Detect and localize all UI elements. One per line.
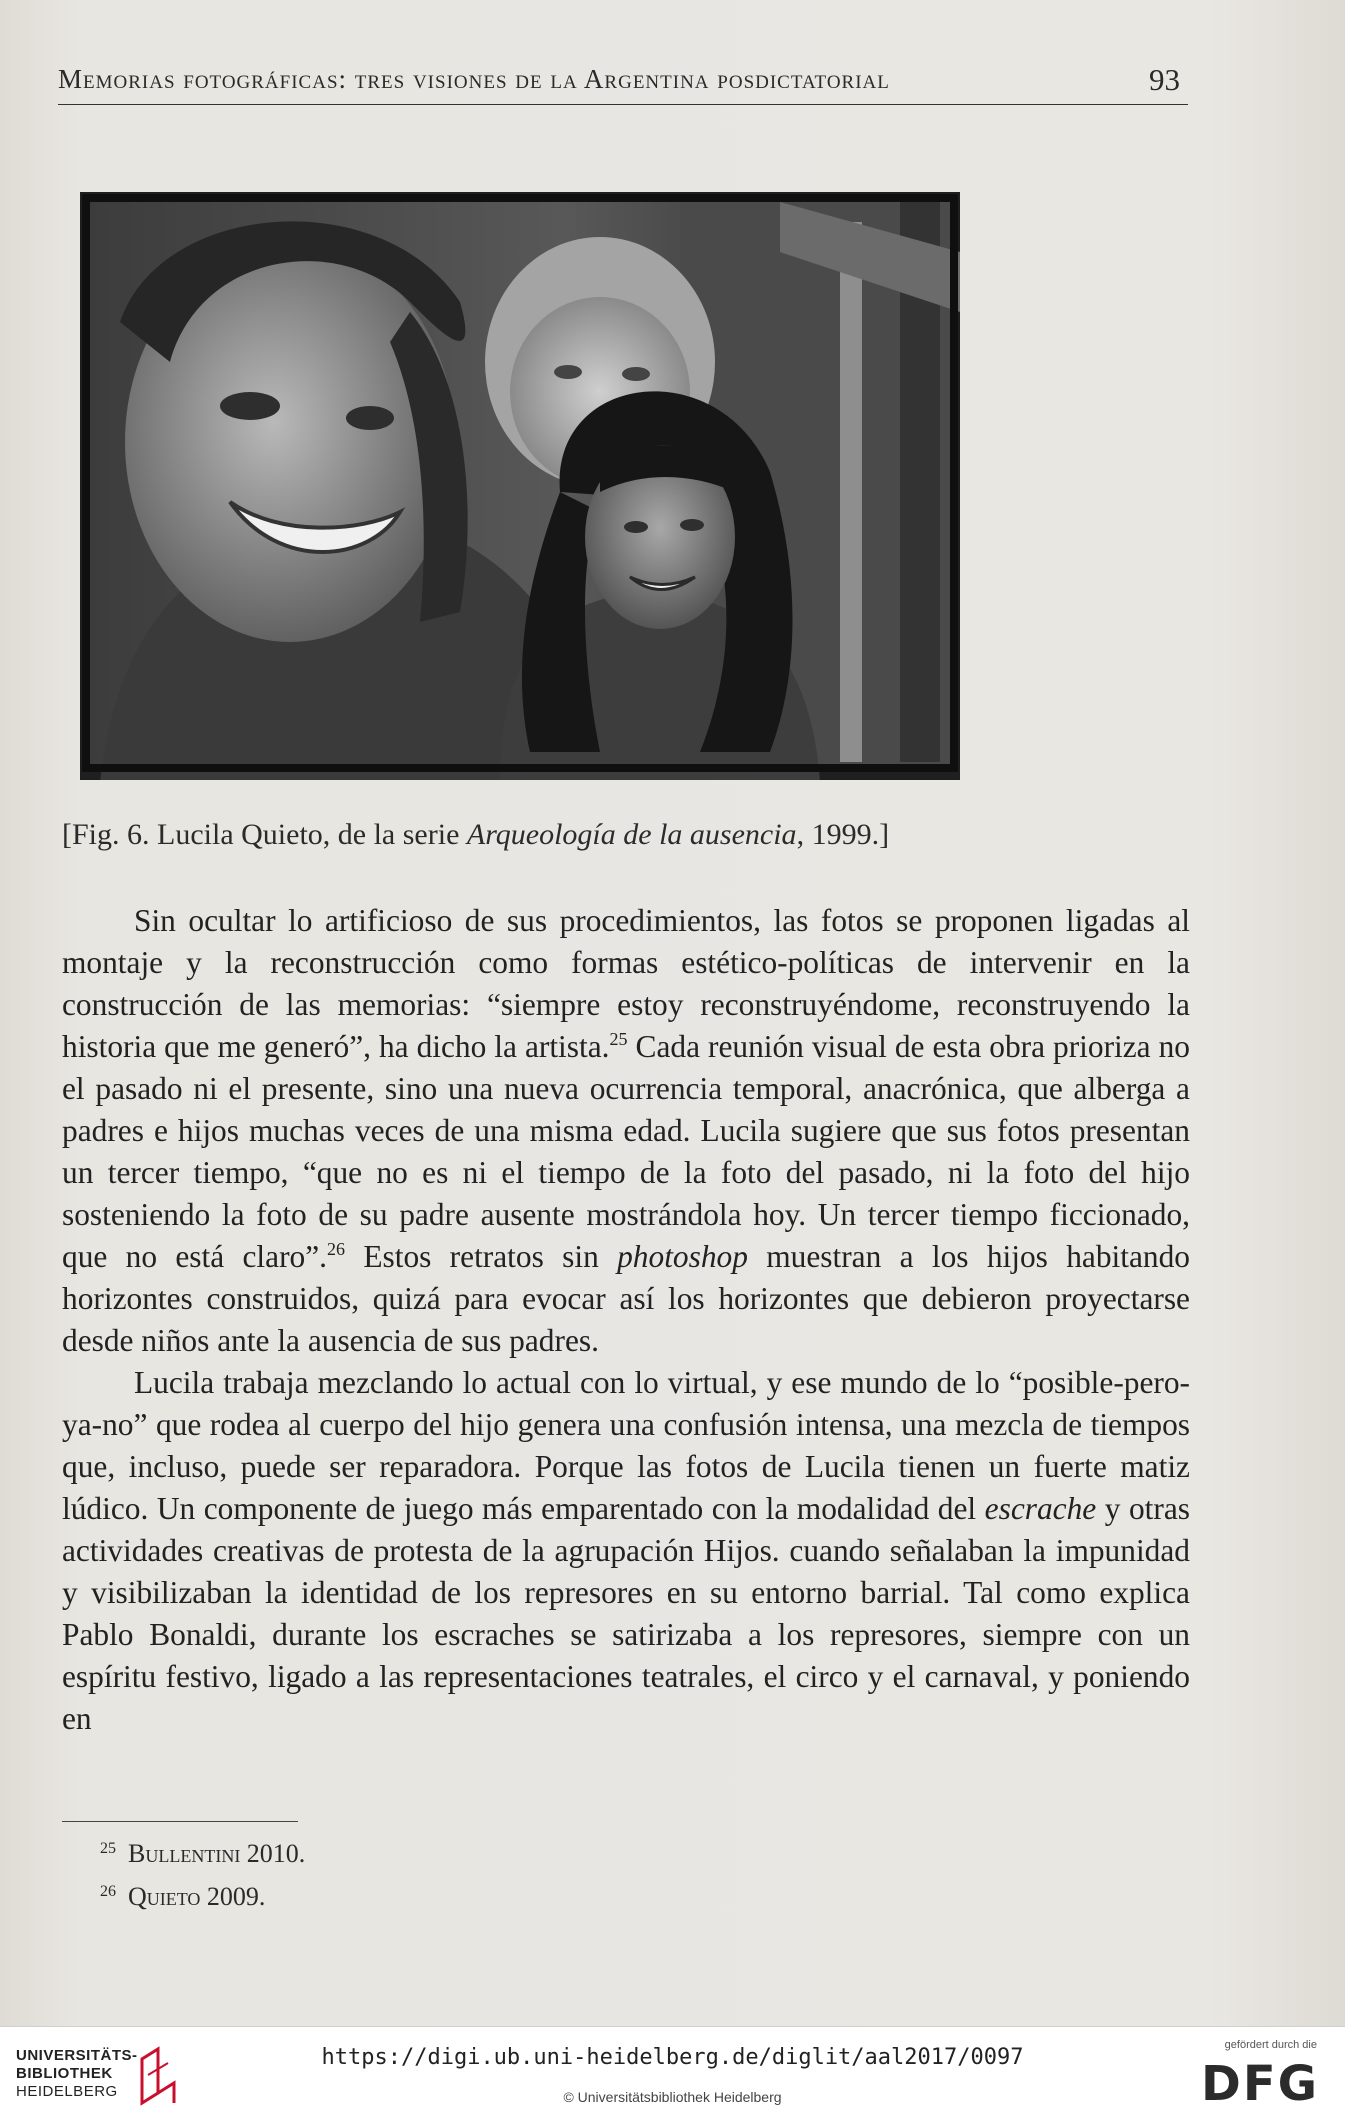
footnote-text: Bullentini 2010. [128, 1839, 306, 1868]
caption-suffix: , 1999.] [796, 818, 890, 851]
document-url-link[interactable]: https://digi.ub.uni-heidelberg.de/diglit/aal2017/0097 [321, 2045, 1024, 2070]
footnote-26 [100, 1873, 305, 1916]
figure-caption [62, 818, 889, 852]
caption-prefix: [Fig. 6. Lucila Quieto, de la serie [62, 818, 467, 851]
body-text [62, 900, 1190, 1740]
copyright-notice: © Universitätsbibliothek Heidelberg [563, 2089, 782, 2105]
footer-bar [0, 2026, 1345, 2120]
p2-text-b: y otras actividades creativas de protesta de la agrupación Hijos. cuando señalaban la impunidad y visibilizaban la identidad de los represores en su entorno barrial. Tal como explica Pablo Bonaldi, durante los escraches se satirizaba a los represores, siempre con un espíritu festivo, ligado a las representaciones teatrales, el circo y el carnaval, y poniendo en [62, 1491, 1190, 1736]
figure-photo [80, 192, 960, 780]
footnote-25 [100, 1830, 305, 1873]
footnote-ref-26: 26 [327, 1239, 346, 1259]
dfg-logo[interactable]: DFG [1200, 2056, 1319, 2112]
library-name-line1: UNIVERSITÄTS- [16, 2047, 138, 2064]
running-head [58, 64, 1188, 105]
footnote-number: 26 [100, 1883, 116, 1900]
p1-italic-photoshop: photoshop [617, 1239, 748, 1274]
p1-text-a: Sin ocultar lo artificioso de sus procedimientos, las fotos se proponen ligadas al montaje y la reconstrucción como formas estético-políticas de intervenir en la construcción de las memorias: “siempre estoy reconstruyéndome, reconstruyendo la historia que me generó”, ha dicho la artista. [62, 903, 1190, 1064]
paragraph-2 [62, 1362, 1190, 1740]
library-name-line3: HEIDELBERG [16, 2083, 118, 2100]
footnote-ref-25: 25 [609, 1029, 628, 1049]
footnote-number: 25 [100, 1840, 116, 1857]
footnote-text: Quieto 2009. [128, 1882, 266, 1911]
library-name-line2: BIBLIOTHEK [16, 2065, 113, 2082]
footnotes [100, 1830, 305, 1916]
p2-text-a: Lucila trabaja mezclando lo actual con lo virtual, y ese mundo de lo “posible-pero-ya-no” que rodea al cuerpo del hijo genera una confusión intensa, una mezcla de tiempos que, incluso, puede ser reparadora. Porque las fotos de Lucila tienen un fuerte matiz lúdico. Un componente de juego más emparentado con la modalidad del [62, 1365, 1190, 1526]
p1-text-c: Estos retratos sin [345, 1239, 618, 1274]
p1-text-b: Cada reunión visual de esta obra prioriza no el pasado ni el presente, sino una nueva ocurrencia temporal, anacrónica, que alberga a padres e hijos muchas veces de una misma edad. Lucila sugiere que sus fotos presentan un tercer tiempo, “que no es ni el tiempo de la foto del pasado, ni la foto del hijo sosteniendo la foto de su padre ausente mostrándola hoy. Un tercer tiempo ficcionado, que no está claro”. [62, 1029, 1190, 1274]
p1-text-d: muestran a los hijos habitando horizontes construidos, quizá para evocar así los horizontes que debieron proyectarse desde niños ante la ausencia de sus padres. [62, 1239, 1191, 1358]
page-number: 93 [1149, 62, 1180, 97]
footnote-divider [62, 1821, 298, 1822]
funding-note: gefördert durch die [1224, 2039, 1317, 2051]
caption-series-title: Arqueología de la ausencia [466, 818, 797, 851]
p2-italic-escrache: escrache [984, 1491, 1097, 1526]
paragraph-1 [62, 900, 1190, 1362]
running-title: Memorias fotográficas: tres visiones de la Argentina posdictatorial [58, 64, 890, 94]
